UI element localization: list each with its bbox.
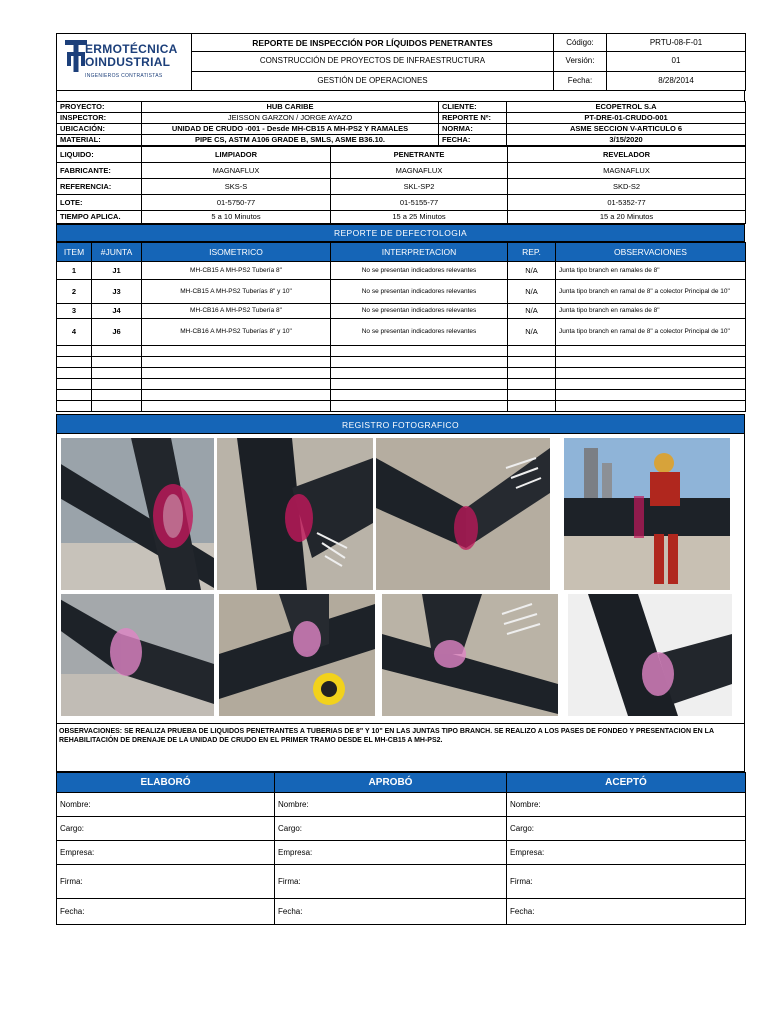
inspection-photo <box>376 438 550 590</box>
location-value: UNIDAD DE CRUDO -001 - Desde MH-CB15 A MH-PS2 Y RAMALES <box>142 124 439 135</box>
client-label: CLIENTE: <box>439 102 507 113</box>
row-rep: N/A <box>508 280 556 304</box>
norm-value: ASME SECCION V-ARTICULO 6 <box>507 124 746 135</box>
time-label: TIEMPO APLICA. <box>57 211 142 224</box>
report-header <box>56 33 746 91</box>
company-name-line1: ERMOTÉCNICA <box>85 42 178 56</box>
table-row <box>57 319 746 346</box>
approved-date-field[interactable]: Fecha: <box>275 899 507 925</box>
prepared-signature-field[interactable]: Firma: <box>57 865 275 899</box>
accepted-role-field[interactable]: Cargo: <box>507 817 746 841</box>
prepared-date-field[interactable]: Fecha: <box>57 899 275 925</box>
signature-table <box>56 772 746 925</box>
row-observations: Junta tipo branch en ramal de 8" a colector Principal de 10" <box>556 319 746 346</box>
material-label: MATERIAL: <box>57 135 142 146</box>
developer-lot: 01-5352-77 <box>508 195 746 211</box>
row-joint: J6 <box>92 319 142 346</box>
row-isometric: MH-CB16 A MH-PS2 Tuberías 8" y 10" <box>142 319 331 346</box>
col-interpretation: INTERPRETACION <box>331 243 508 262</box>
row-rep: N/A <box>508 319 556 346</box>
project-value: HUB CARIBE <box>142 102 439 113</box>
cleaner-time: 5 a 10 Minutos <box>142 211 331 224</box>
inspection-photo <box>217 438 373 590</box>
version-label: Versión: <box>554 52 607 71</box>
accepted-company-field[interactable]: Empresa: <box>507 841 746 865</box>
row-interpretation: No se presentan indicadores relevantes <box>331 304 508 319</box>
prepared-by-header: ELABORÓ <box>57 773 275 793</box>
inspector-label: INSPECTOR: <box>57 113 142 124</box>
col-joint: #JUNTA <box>92 243 142 262</box>
approved-role-field[interactable]: Cargo: <box>275 817 507 841</box>
accepted-date-field[interactable]: Fecha: <box>507 899 746 925</box>
accepted-name-field[interactable]: Nombre: <box>507 793 746 817</box>
approved-company-field[interactable]: Empresa: <box>275 841 507 865</box>
developer-time: 15 a 20 Minutos <box>508 211 746 224</box>
empty-row <box>57 401 746 412</box>
project-info <box>56 101 746 146</box>
company-logo <box>57 34 192 91</box>
report-number-label: REPORTE Nº: <box>439 113 507 124</box>
empty-row <box>57 379 746 390</box>
row-isometric: MH-CB15 A MH-PS2 Tuberías 8" y 10" <box>142 280 331 304</box>
manufacturer-label: FABRICANTE: <box>57 163 142 179</box>
row-interpretation: No se presentan indicadores relevantes <box>331 319 508 346</box>
header-date-value: 8/28/2014 <box>607 71 746 90</box>
approved-signature-field[interactable]: Firma: <box>275 865 507 899</box>
row-rep: N/A <box>508 262 556 280</box>
row-item: 4 <box>57 319 92 346</box>
col-item: ITEM <box>57 243 92 262</box>
row-item: 2 <box>57 280 92 304</box>
version-value: 01 <box>607 52 746 71</box>
penetrant-reference: SKL-SP2 <box>331 179 508 195</box>
col-observations: OBSERVACIONES <box>556 243 746 262</box>
penetrant-name: PENETRANTE <box>331 147 508 163</box>
penetrant-time: 15 a 25 Minutos <box>331 211 508 224</box>
row-joint: J4 <box>92 304 142 319</box>
accepted-by-header: ACEPTÓ <box>507 773 746 793</box>
code-label: Código: <box>554 34 607 52</box>
project-label: PROYECTO: <box>57 102 142 113</box>
col-rep: REP. <box>508 243 556 262</box>
row-item: 3 <box>57 304 92 319</box>
empty-row <box>57 357 746 368</box>
prepared-role-field[interactable]: Cargo: <box>57 817 275 841</box>
penetrant-lot: 01-5155-77 <box>331 195 508 211</box>
row-joint: J3 <box>92 280 142 304</box>
row-observations: Junta tipo branch en ramales de 8" <box>556 262 746 280</box>
company-name-line2: OINDUSTRIAL <box>85 55 171 69</box>
inspection-photo <box>61 438 214 590</box>
cleaner-lot: 01-5750-77 <box>142 195 331 211</box>
row-interpretation: No se presentan indicadores relevantes <box>331 262 508 280</box>
row-interpretation: No se presentan indicadores relevantes <box>331 280 508 304</box>
location-label: UBICACIÓN: <box>57 124 142 135</box>
inspection-report <box>56 33 745 925</box>
company-tagline: INGENIEROS CONTRATISTAS <box>85 73 163 79</box>
inspector-value: JEISSON GARZON / JORGE AYAZO <box>142 113 439 124</box>
approved-by-header: APROBÓ <box>275 773 507 793</box>
header-date-label: Fecha: <box>554 71 607 90</box>
row-isometric: MH-CB15 A MH-PS2 Tubería 8" <box>142 262 331 280</box>
cleaner-reference: SKS-S <box>142 179 331 195</box>
lot-label: LOTE: <box>57 195 142 211</box>
row-observations: Junta tipo branch en ramal de 8" a colector Principal de 10" <box>556 280 746 304</box>
row-item: 1 <box>57 262 92 280</box>
row-observations: Junta tipo branch en ramales de 8" <box>556 304 746 319</box>
materials-table <box>56 146 746 224</box>
report-number-value: PT-DRE-01-CRUDO-001 <box>507 113 746 124</box>
reference-label: REFERENCIA: <box>57 179 142 195</box>
inspection-photo <box>382 594 558 716</box>
table-row <box>57 262 746 280</box>
empty-row <box>57 368 746 379</box>
photo-gallery <box>56 434 745 724</box>
inspection-photo <box>568 594 732 716</box>
table-row <box>57 280 746 304</box>
photos-section-title: REGISTRO FOTOGRAFICO <box>56 414 745 434</box>
cleaner-manufacturer: MAGNAFLUX <box>142 163 331 179</box>
report-department: GESTIÓN DE OPERACIONES <box>192 71 554 90</box>
defects-section-title: REPORTE DE DEFECTOLOGIA <box>56 224 745 242</box>
prepared-company-field[interactable]: Empresa: <box>57 841 275 865</box>
row-rep: N/A <box>508 304 556 319</box>
code-value: PRTU-08-F-01 <box>607 34 746 52</box>
inspection-photo <box>564 438 730 590</box>
observations-text: OBSERVACIONES: SE REALIZA PRUEBA DE LIQUIDOS PENETRANTES A TUBERIAS DE 8" Y 10" EN LAS JUNTAS TIPO BRANCH. SE REALIZO A LOS PASES DE FONDEO Y PRESENTACION EN LA REHABILITACIÓN DE DRENAJE DE LA UNIDAD DE CRUDO EN EL PRIMER TRAMO DESDE EL MH-CB15 A MH-PS2. <box>56 724 745 772</box>
company-logo-icon <box>65 40 87 72</box>
prepared-name-field[interactable]: Nombre: <box>57 793 275 817</box>
row-isometric: MH-CB16 A MH-PS2 Tubería 8" <box>142 304 331 319</box>
project-date-value: 3/15/2020 <box>507 135 746 146</box>
developer-name: REVELADOR <box>508 147 746 163</box>
empty-row <box>57 346 746 357</box>
row-joint: J1 <box>92 262 142 280</box>
col-isometric: ISOMETRICO <box>142 243 331 262</box>
report-title: REPORTE DE INSPECCIÓN POR LÍQUIDOS PENETRANTES <box>192 34 554 52</box>
approved-name-field[interactable]: Nombre: <box>275 793 507 817</box>
developer-reference: SKD-S2 <box>508 179 746 195</box>
norm-label: NORMA: <box>439 124 507 135</box>
developer-manufacturer: MAGNAFLUX <box>508 163 746 179</box>
accepted-signature-field[interactable]: Firma: <box>507 865 746 899</box>
inspection-photo <box>219 594 375 716</box>
empty-row <box>57 390 746 401</box>
project-date-label: FECHA: <box>439 135 507 146</box>
cleaner-name: LIMPIADOR <box>142 147 331 163</box>
inspection-photo <box>61 594 214 716</box>
material-value: PIPE CS, ASTM A106 GRADE B, SMLS, ASME B36.10. <box>142 135 439 146</box>
penetrant-manufacturer: MAGNAFLUX <box>331 163 508 179</box>
defects-table <box>56 242 746 412</box>
table-row <box>57 304 746 319</box>
report-subtitle: CONSTRUCCIÓN DE PROYECTOS DE INFRAESTRUCTURA <box>192 52 554 71</box>
client-value: ECOPETROL S.A <box>507 102 746 113</box>
liquid-label: LIQUIDO: <box>57 147 142 163</box>
